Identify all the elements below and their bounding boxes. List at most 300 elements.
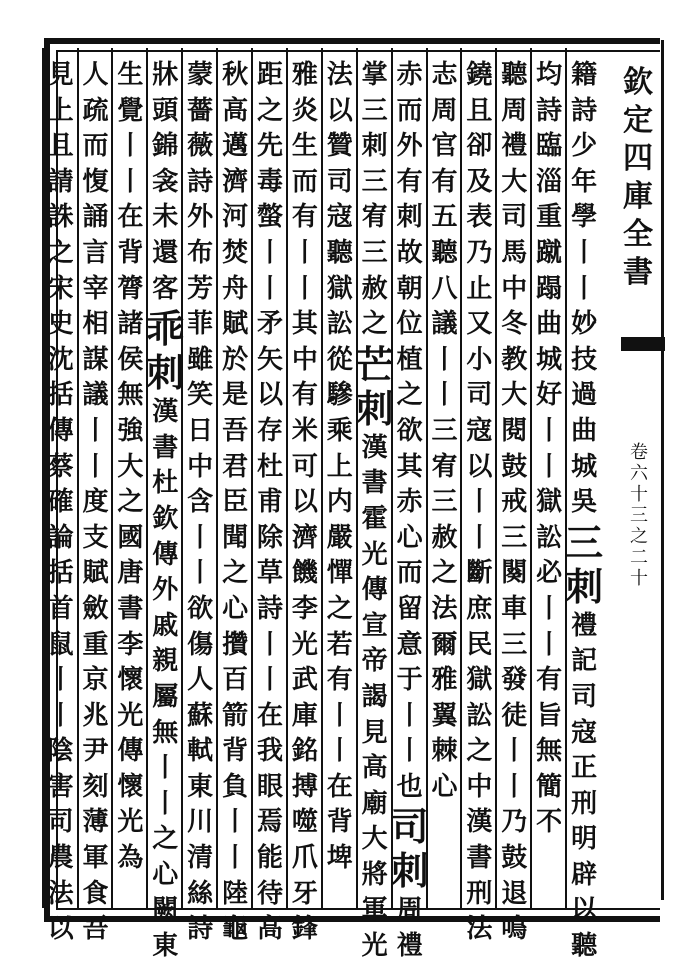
text-char: 距 xyxy=(256,60,283,90)
text-char: 司 xyxy=(571,681,598,712)
text-char: 芳 xyxy=(187,273,214,304)
text-column xyxy=(461,58,497,948)
margin-char: 十 xyxy=(630,484,648,505)
text-char: 詩 xyxy=(256,593,283,624)
text-char: 還 xyxy=(152,237,179,268)
text-char: 詩 xyxy=(536,95,563,126)
text-char: 鋒 xyxy=(291,914,318,945)
text-char: 雖 xyxy=(187,344,214,375)
text-column xyxy=(322,58,358,877)
text-column xyxy=(43,58,79,948)
margin-char: 庫 xyxy=(623,179,653,214)
text-char: 刺 xyxy=(361,131,388,162)
text-char: 之 xyxy=(431,558,458,589)
text-char: 吳 xyxy=(571,487,598,518)
text-char: 乘 xyxy=(326,415,353,446)
text-char: 尹 xyxy=(82,736,109,767)
text-char: 疏 xyxy=(82,95,109,126)
text-char: 聞 xyxy=(222,522,249,553)
text-char: 光 xyxy=(291,629,318,660)
text-char: 中 xyxy=(187,451,214,482)
text-char: 丨 xyxy=(47,700,74,731)
text-char: 兆 xyxy=(82,700,109,731)
text-char: 辟 xyxy=(571,859,598,890)
text-char: 乃 xyxy=(501,807,528,838)
entry-heading-char: 刺 xyxy=(390,848,429,894)
text-char: 未 xyxy=(152,202,179,233)
text-char: 憚 xyxy=(326,558,353,589)
margin-char: 三 xyxy=(630,505,648,526)
text-char: 傳 xyxy=(47,415,74,446)
text-char: 周 xyxy=(501,95,528,126)
text-char: 丨 xyxy=(466,487,493,518)
text-char: 陸 xyxy=(222,878,249,909)
text-char: 炎 xyxy=(291,95,318,126)
text-char: 攢 xyxy=(222,629,249,660)
text-column xyxy=(566,58,602,965)
text-char: 無 xyxy=(117,380,144,411)
text-char: 於 xyxy=(222,344,249,375)
text-char: 心 xyxy=(396,522,423,553)
text-char: 傳 xyxy=(361,575,388,606)
text-char: 獄 xyxy=(536,487,563,518)
text-char: 草 xyxy=(256,558,283,589)
text-char: 議 xyxy=(431,309,458,340)
text-char: 詩 xyxy=(187,166,214,197)
text-char: 赦 xyxy=(431,522,458,553)
text-char: 傳 xyxy=(117,736,144,767)
text-char: 賦 xyxy=(222,309,249,340)
text-char: 焉 xyxy=(256,807,283,838)
text-char: 背 xyxy=(326,807,353,838)
text-char: 丨 xyxy=(536,629,563,660)
text-column xyxy=(427,58,463,805)
text-char: 車 xyxy=(501,593,528,624)
text-char: 赤 xyxy=(396,60,423,90)
text-char: 邁 xyxy=(222,131,249,162)
text-char: 見 xyxy=(47,60,74,90)
text-char: 爪 xyxy=(291,843,318,874)
text-char: 笑 xyxy=(187,380,214,411)
text-char: 且 xyxy=(466,95,493,126)
text-char: 丨 xyxy=(256,237,283,268)
text-char: 君 xyxy=(222,451,249,482)
text-char: 冬 xyxy=(501,309,528,340)
text-char: 蹋 xyxy=(536,273,563,304)
text-char: 均 xyxy=(536,60,563,90)
text-char: 誅 xyxy=(47,202,74,233)
text-column xyxy=(496,58,532,948)
text-char: 京 xyxy=(82,665,109,696)
text-char: 丨 xyxy=(291,237,318,268)
text-char: 刑 xyxy=(571,788,598,819)
text-char: 丨 xyxy=(152,753,179,784)
text-char: 含 xyxy=(187,487,214,518)
text-char: 書 xyxy=(117,593,144,624)
text-char: 霍 xyxy=(361,503,388,534)
text-char: 必 xyxy=(536,558,563,589)
text-char: 詩 xyxy=(571,95,598,126)
text-char: 之 xyxy=(256,95,283,126)
text-char: 司 xyxy=(501,202,528,233)
text-char: 確 xyxy=(47,487,74,518)
text-char: 民 xyxy=(466,629,493,660)
text-column xyxy=(252,58,288,948)
text-char: 大 xyxy=(117,451,144,482)
text-char: 訟 xyxy=(326,309,353,340)
text-char: 東 xyxy=(152,931,179,962)
text-char: 之 xyxy=(396,380,423,411)
text-char: 及 xyxy=(466,166,493,197)
text-char: 膂 xyxy=(117,273,144,304)
text-char: 史 xyxy=(47,309,74,340)
text-char: 食 xyxy=(82,878,109,909)
text-char: 丨 xyxy=(466,522,493,553)
text-char: 也 xyxy=(396,771,423,802)
text-char: 高 xyxy=(222,95,249,126)
text-char: 年 xyxy=(571,166,598,197)
text-char: 川 xyxy=(187,807,214,838)
text-char: 丨 xyxy=(431,344,458,375)
text-char: 害 xyxy=(47,771,74,802)
text-char: 牙 xyxy=(291,878,318,909)
text-char: 除 xyxy=(256,522,283,553)
text-char: 首 xyxy=(47,593,74,624)
text-char: 李 xyxy=(117,629,144,660)
text-char: 贊 xyxy=(326,131,353,162)
text-char: 馬 xyxy=(501,237,528,268)
text-char: 鼓 xyxy=(501,451,528,482)
text-char: 欲 xyxy=(396,415,423,446)
text-char: 客 xyxy=(152,273,179,304)
page-margin xyxy=(611,40,665,900)
text-char: 法 xyxy=(466,914,493,945)
text-char: 丨 xyxy=(396,700,423,731)
text-char: 待 xyxy=(256,878,283,909)
text-char: 埤 xyxy=(326,843,353,874)
text-char: 矢 xyxy=(256,344,283,375)
text-char: 丨 xyxy=(431,380,458,411)
text-char: 侯 xyxy=(117,344,144,375)
text-char: 之 xyxy=(361,309,388,340)
margin-char: 欽 xyxy=(623,65,653,100)
text-char: 先 xyxy=(256,131,283,162)
text-char: 簡 xyxy=(536,771,563,802)
text-char: 丨 xyxy=(187,522,214,553)
text-char: 以 xyxy=(47,914,74,945)
text-char: 在 xyxy=(117,202,144,233)
text-char: 丨 xyxy=(291,273,318,304)
text-char: 戒 xyxy=(501,487,528,518)
text-char: 支 xyxy=(82,522,109,553)
text-char: 聽 xyxy=(571,931,598,962)
text-column xyxy=(112,58,148,877)
text-char: 以 xyxy=(571,895,598,926)
text-char: 中 xyxy=(466,771,493,802)
text-char: 三 xyxy=(361,237,388,268)
text-char: 庫 xyxy=(291,700,318,731)
text-column xyxy=(531,58,567,841)
text-char: 以 xyxy=(326,95,353,126)
text-char: 鳴 xyxy=(501,914,528,945)
text-char: 謁 xyxy=(361,681,388,712)
fishtail-mark xyxy=(621,337,665,351)
text-char: 之 xyxy=(117,487,144,518)
text-char: 負 xyxy=(222,771,249,802)
text-char: 衾 xyxy=(152,166,179,197)
text-char: 朝 xyxy=(396,273,423,304)
text-char: 高 xyxy=(361,753,388,784)
text-char: 高 xyxy=(256,914,283,945)
text-char: 丨 xyxy=(536,593,563,624)
text-char: 薄 xyxy=(82,807,109,838)
text-char: 心 xyxy=(152,859,179,890)
text-char: 請 xyxy=(47,166,74,197)
text-char: 書 xyxy=(466,843,493,874)
text-char: 度 xyxy=(82,487,109,518)
text-char: 三 xyxy=(431,415,458,446)
text-char: 法 xyxy=(326,60,353,90)
text-char: 闕 xyxy=(152,895,179,926)
text-char: 翼 xyxy=(431,700,458,731)
text-char: 獄 xyxy=(326,273,353,304)
text-char: 城 xyxy=(536,344,563,375)
text-column xyxy=(217,58,253,948)
text-char: 植 xyxy=(396,344,423,375)
text-char: 八 xyxy=(431,273,458,304)
text-char: 搏 xyxy=(291,771,318,802)
text-char: 龜 xyxy=(222,914,249,945)
text-char: 之 xyxy=(222,558,249,589)
text-char: 丨 xyxy=(152,788,179,819)
text-char: 覺 xyxy=(117,95,144,126)
text-char: 眼 xyxy=(256,771,283,802)
text-char: 帝 xyxy=(361,646,388,677)
text-char: 好 xyxy=(536,380,563,411)
text-char: 赦 xyxy=(361,273,388,304)
text-char: 退 xyxy=(501,878,528,909)
text-char: 有 xyxy=(431,166,458,197)
text-char: 禮 xyxy=(501,131,528,162)
text-char: 欲 xyxy=(187,593,214,624)
text-char: 陰 xyxy=(47,736,74,767)
text-char: 愎 xyxy=(82,166,109,197)
text-char: 丨 xyxy=(47,665,74,696)
text-char: 為 xyxy=(117,843,144,874)
text-char: 周 xyxy=(431,95,458,126)
text-char: 大 xyxy=(501,380,528,411)
text-char: 頭 xyxy=(152,95,179,126)
text-char: 光 xyxy=(361,931,388,962)
text-char: 雅 xyxy=(431,665,458,696)
text-char: 乃 xyxy=(466,237,493,268)
text-char: 而 xyxy=(291,166,318,197)
text-char: 籍 xyxy=(571,60,598,90)
text-char: 丨 xyxy=(222,807,249,838)
text-char: 司 xyxy=(47,807,74,838)
entry-heading-char: 乖 xyxy=(146,306,185,352)
text-char: 欽 xyxy=(152,503,179,534)
text-char: 掌 xyxy=(361,60,388,90)
text-char: 戚 xyxy=(152,610,179,641)
text-char: 而 xyxy=(396,558,423,589)
text-char: 丨 xyxy=(256,629,283,660)
text-char: 言 xyxy=(82,237,109,268)
text-char: 薇 xyxy=(187,131,214,162)
text-char: 寇 xyxy=(326,202,353,233)
text-char: 過 xyxy=(571,380,598,411)
text-char: 生 xyxy=(291,131,318,162)
text-char: 外 xyxy=(396,131,423,162)
text-char: 聽 xyxy=(431,237,458,268)
text-char: 漢 xyxy=(152,397,179,428)
book-title xyxy=(611,64,665,292)
text-char: 河 xyxy=(222,202,249,233)
text-char: 菲 xyxy=(187,309,214,340)
text-char: 光 xyxy=(361,539,388,570)
text-char: 可 xyxy=(291,451,318,482)
text-char: 廟 xyxy=(361,788,388,819)
text-char: 之 xyxy=(47,237,74,268)
text-char: 見 xyxy=(361,717,388,748)
text-char: 蹴 xyxy=(536,237,563,268)
text-char: 賦 xyxy=(82,558,109,589)
text-char: 漢 xyxy=(361,432,388,463)
text-char: 丨 xyxy=(536,415,563,446)
text-char: 背 xyxy=(117,237,144,268)
text-char: 法 xyxy=(47,878,74,909)
text-char: 丨 xyxy=(222,843,249,874)
text-char: 國 xyxy=(117,522,144,553)
text-char: 光 xyxy=(117,807,144,838)
text-char: 訟 xyxy=(536,522,563,553)
text-char: 杜 xyxy=(152,468,179,499)
text-char: 背 xyxy=(222,736,249,767)
text-char: 誦 xyxy=(82,202,109,233)
volume-label xyxy=(625,442,653,589)
text-char: 内 xyxy=(326,487,353,518)
text-char: 丨 xyxy=(117,166,144,197)
text-char: 明 xyxy=(571,824,598,855)
entry-heading-char: 芒 xyxy=(355,341,394,387)
margin-char: 六 xyxy=(630,463,648,484)
text-char: 米 xyxy=(291,415,318,446)
text-char: 寇 xyxy=(466,415,493,446)
text-char: 志 xyxy=(431,60,458,90)
text-char: 軍 xyxy=(361,895,388,926)
text-char: 丨 xyxy=(256,665,283,696)
margin-rule xyxy=(661,40,664,900)
text-char: 銘 xyxy=(291,736,318,767)
text-char: 閱 xyxy=(501,415,528,446)
text-char: 禮 xyxy=(571,610,598,641)
margin-char: 定 xyxy=(623,103,653,138)
text-char: 三 xyxy=(361,95,388,126)
text-char: 庶 xyxy=(466,593,493,624)
text-char: 存 xyxy=(256,415,283,446)
text-char: 大 xyxy=(361,824,388,855)
text-char: 舟 xyxy=(222,273,249,304)
text-char: 淄 xyxy=(536,166,563,197)
text-char: 若 xyxy=(326,629,353,660)
entry-heading-char: 司 xyxy=(390,804,429,850)
text-char: 書 xyxy=(361,468,388,499)
text-char: 之 xyxy=(152,824,179,855)
text-char: 傳 xyxy=(152,539,179,570)
text-char: 丨 xyxy=(82,415,109,446)
text-column xyxy=(182,58,218,948)
text-char: 有 xyxy=(291,380,318,411)
text-char: 吾 xyxy=(82,914,109,945)
text-char: 爾 xyxy=(431,629,458,660)
text-char: 漢 xyxy=(466,807,493,838)
text-char: 有 xyxy=(536,665,563,696)
text-char: 無 xyxy=(536,736,563,767)
text-char: 以 xyxy=(256,380,283,411)
text-char: 丨 xyxy=(117,131,144,162)
text-char: 人 xyxy=(187,665,214,696)
text-char: 諸 xyxy=(117,309,144,340)
text-char: 丨 xyxy=(256,273,283,304)
text-char: 刺 xyxy=(396,202,423,233)
text-char: 表 xyxy=(466,202,493,233)
text-char: 丨 xyxy=(501,736,528,767)
text-char: 矛 xyxy=(256,309,283,340)
text-char: 有 xyxy=(291,202,318,233)
text-char: 括 xyxy=(47,380,74,411)
text-char: 臨 xyxy=(536,131,563,162)
text-char: 赤 xyxy=(396,487,423,518)
text-char: 不 xyxy=(536,807,563,838)
text-char: 少 xyxy=(571,131,598,162)
text-char: 其 xyxy=(291,309,318,340)
text-char: 又 xyxy=(466,309,493,340)
text-char: 中 xyxy=(501,273,528,304)
text-char: 中 xyxy=(291,344,318,375)
text-char: 宥 xyxy=(431,451,458,482)
text-char: 論 xyxy=(47,522,74,553)
text-char: 三 xyxy=(501,522,528,553)
text-char: 故 xyxy=(396,237,423,268)
text-char: 傷 xyxy=(187,629,214,660)
text-char: 日 xyxy=(187,415,214,446)
margin-char: 卷 xyxy=(630,442,648,463)
text-char: 武 xyxy=(291,665,318,696)
text-char: 人 xyxy=(82,60,109,90)
text-char: 司 xyxy=(326,166,353,197)
text-char: 親 xyxy=(152,646,179,677)
text-char: 宋 xyxy=(47,273,74,304)
text-char: 驂 xyxy=(326,380,353,411)
text-char: 謀 xyxy=(82,344,109,375)
text-char: 官 xyxy=(431,131,458,162)
text-char: 以 xyxy=(466,451,493,482)
text-char: 螫 xyxy=(256,202,283,233)
text-char: 屬 xyxy=(152,681,179,712)
text-char: 三 xyxy=(361,166,388,197)
text-char: 從 xyxy=(326,344,353,375)
text-char: 強 xyxy=(117,415,144,446)
text-char: 能 xyxy=(256,843,283,874)
text-char: 農 xyxy=(47,843,74,874)
text-char: 記 xyxy=(571,646,598,677)
text-char: 括 xyxy=(47,558,74,589)
text-char: 宰 xyxy=(82,273,109,304)
text-char: 意 xyxy=(396,629,423,660)
text-char: 相 xyxy=(82,309,109,340)
margin-char: 之 xyxy=(630,526,648,547)
text-char: 濟 xyxy=(291,522,318,553)
